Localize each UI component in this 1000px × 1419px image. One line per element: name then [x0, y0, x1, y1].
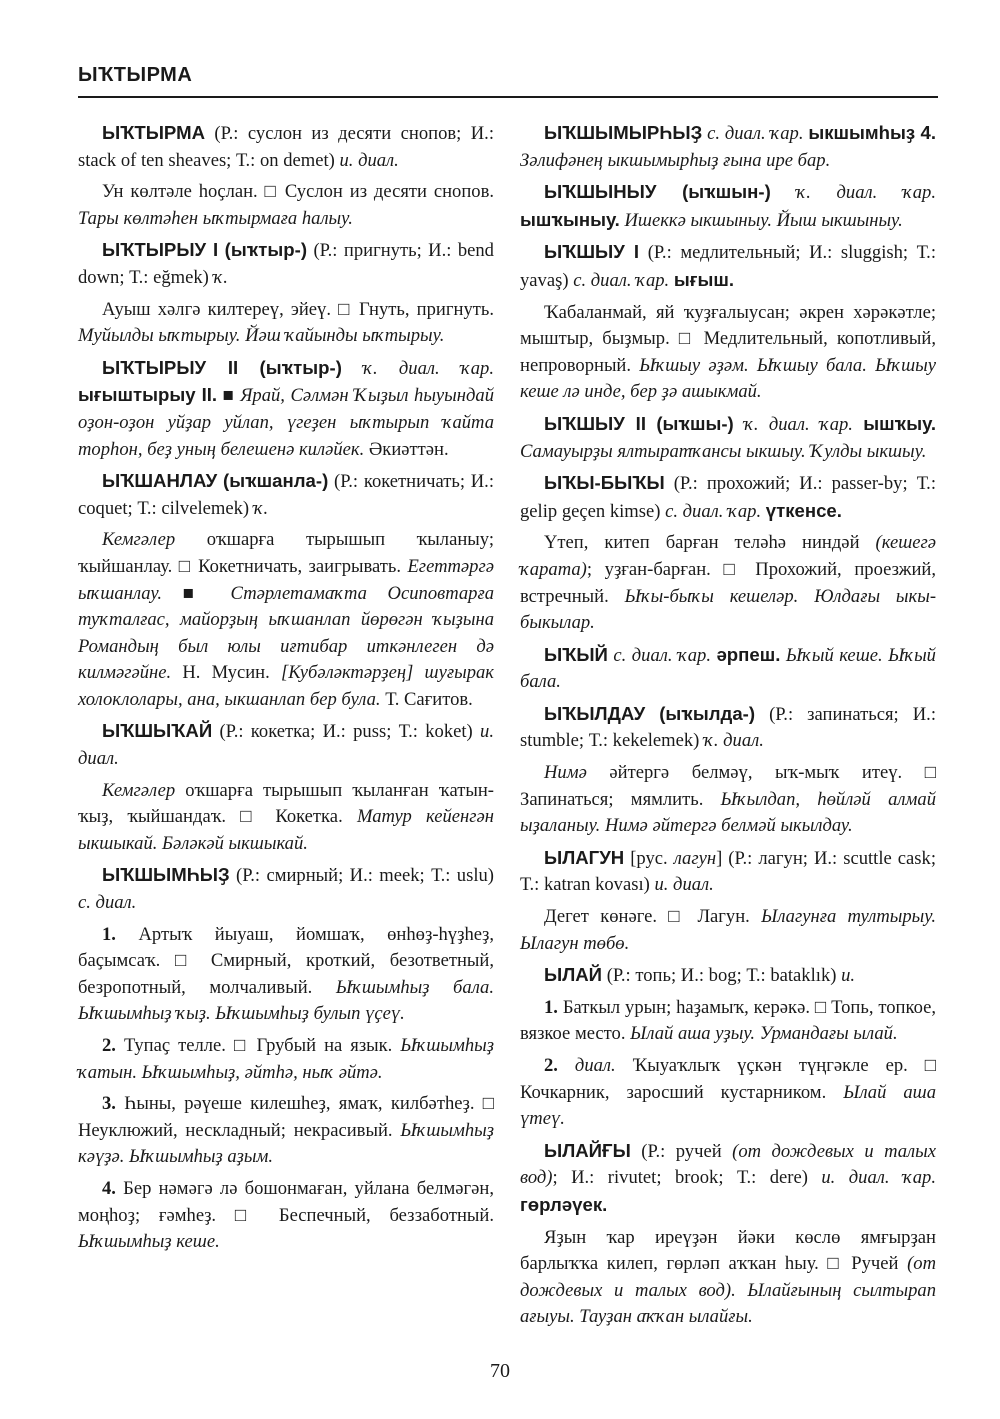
entry-paragraph: [520, 962, 936, 990]
italic-text: Зәлифәнең ыкшымырһыҙ ғына ире бар.: [520, 149, 831, 171]
page-number: 70: [490, 1360, 510, 1382]
italic-text: ҡ. диал. ҡар.: [363, 357, 494, 379]
headword: ЫҠТЫРЫУ II: [102, 356, 239, 378]
text-run: [771, 182, 797, 203]
text-run: Яҙын ҡар иреүҙән йәки көслө ямғырҙан барлыҡҡа килеп, гөрләп аҡҡан һыу. □ Ручей: [520, 1226, 936, 1275]
bold-reference: (ыҡшын-): [682, 181, 771, 203]
italic-text: и. диал.: [78, 721, 494, 770]
italic-text: Кемгәлер: [102, 529, 176, 551]
text-run: Бер нәмәгә лә бошонмаған, уйлана белмәгән, моңһоҙ; ғәмһеҙ. □ Беспечный, беззаботный.: [78, 1177, 494, 1226]
text-run: әйтергә белмәү, ыҡ-мыҡ итеү. □ Запинаться; мямлить.: [520, 762, 936, 810]
italic-text: Ыҡшымһыҙ кәүҙә. Ыҡшымһыҙ аҙым.: [78, 1119, 494, 1168]
bold-reference: (ыҡшанла-): [223, 470, 329, 492]
text-run: Артыҡ йыуаш, йомшаҡ, өнһөҙ-һүҙһеҙ, баҫымсаҡ. □ Смирный, кроткий, безответный, безропотный, молчаливый.: [78, 923, 494, 998]
entry-paragraph: [78, 922, 494, 1028]
text-run: [238, 358, 259, 379]
italic-text: ҡ. диал. ҡар.: [744, 413, 853, 435]
italic-text: Ыҡы-быҡы кешеләр. Юлдағы ыкы-быкылар.: [520, 585, 937, 634]
entry-paragraph: [520, 179, 936, 234]
headword: ЫЛАГУН: [544, 846, 625, 868]
text-run: [656, 182, 682, 203]
entry-paragraph: [520, 701, 936, 755]
headword: ЫҠШЫҠАЙ: [102, 720, 213, 742]
bold-reference: ыкшымһыҙ 4.: [808, 122, 936, 143]
entry-paragraph: [520, 239, 936, 294]
headword: ЫҠШАНЛАУ: [102, 470, 218, 492]
entry-paragraph: [520, 904, 936, 957]
entry-paragraph: [78, 237, 494, 291]
text-run: ] (Р.: лагун; И.: scuttle cask; Т.: katran kovası): [520, 847, 936, 896]
italic-text: Тары көлтәһен ыҡтырмаға һалыу.: [78, 207, 353, 229]
italic-text: Муйылды ыҡтырыу. Йәш ҡайынды ыҡтырыу.: [78, 325, 445, 347]
entry-paragraph: [78, 718, 494, 772]
italic-text: Ыҡшымһыҙ кеше.: [78, 1231, 220, 1253]
entry-paragraph: [520, 1225, 936, 1331]
entry-paragraph: [78, 527, 494, 713]
headword: ЫЛАЙ: [544, 964, 603, 986]
headword: ЫҠШЫУ II: [544, 412, 646, 434]
italic-text: Ыҡый кеше. Ыҡый бала.: [520, 644, 936, 693]
text-run: [734, 414, 744, 435]
italic-text: с. диал. ҡар.: [573, 269, 670, 291]
italic-text: Ылай аша уҙыу. Урмандағы ылай.: [630, 1023, 898, 1045]
text-run: Ҡабаланмай, яй ҡуҙғалыусан; әкрен хәрәкәтле; мыштыр, быҙмыр. □ Медлительный, копотливый, непроворный.: [520, 301, 936, 376]
headword: ЫҠТЫРЫУ I: [102, 239, 219, 261]
entry-paragraph: [520, 642, 936, 696]
entry-paragraph: [520, 120, 936, 174]
text-run: (Р.: топь; И.: bog; Т.: bataklık): [602, 965, 842, 987]
text-run: [342, 358, 363, 379]
italic-text: Ыҡылдап, һөйләй алмай ыҙаланыу. Нимә әйтергә белмәй ыкылдау.: [520, 788, 936, 837]
text-run: Дегет көнәге. □ Лагун.: [544, 906, 762, 928]
italic-text: с. диал. ҡар.: [613, 644, 711, 666]
italic-text: Ыҡшымһыҙ ҡатын. Ыҡшымһыҙ, әйтһә, ныҡ әйтә.: [78, 1035, 494, 1083]
italic-text: (кешегә ҡарата): [520, 532, 936, 580]
sense-number: 4.: [102, 1177, 116, 1199]
bold-reference: үткенсе.: [765, 499, 842, 521]
headword: ЫҠЫ-БЫҠЫ: [544, 472, 665, 494]
headword: ЫҠШЫНЫУ: [544, 181, 657, 203]
italic-text: ҡ.: [253, 497, 269, 519]
text-run: (Р.: смирный; И.: meek; Т.: uslu): [229, 865, 494, 887]
italic-text: Кемгәлер: [102, 779, 176, 801]
headword: ЫҠШЫУ I: [544, 241, 640, 263]
bold-reference: ығыштырыу II.: [78, 384, 218, 406]
text-run: (Р.: прохожий; И.: passer-by; Т.: gelip geçen kimse): [520, 473, 936, 522]
entry-paragraph: [520, 300, 936, 406]
entry-paragraph: [520, 760, 936, 840]
text-run: Баткыл урын; һаҙамыҡ, керәкә. □ Топь, топкое, вязкое место.: [520, 996, 936, 1045]
italic-text: Самауырҙы ялтыратҡансы ыкшыу. Ҡулды ыкшыу.: [520, 440, 927, 462]
bold-reference: (ыҡшы-): [656, 412, 734, 434]
text-run: Ауыш хәлгә килтереү, эйеү. □ Гнуть, пригнуть.: [102, 298, 494, 320]
text-run: ; И.: rivutet; brook; Т.: dere): [552, 1167, 822, 1189]
bold-reference: ығыш.: [673, 268, 735, 290]
entry-paragraph: [78, 355, 494, 463]
bold-reference: гөрләүек.: [520, 1193, 608, 1215]
text-run: Үтеп, китеп барған теләһә ниндәй: [544, 532, 876, 554]
entry-paragraph: [520, 1138, 936, 1220]
text-run: Әкиәттән.: [364, 438, 449, 460]
italic-text: ҡ.: [213, 266, 228, 288]
entry-paragraph: [520, 845, 936, 899]
italic-text: Ишеккә ыкшыныу. Йыш ыкшыныу.: [624, 209, 903, 231]
text-run: ■: [162, 582, 231, 604]
entry-paragraph: [78, 1091, 494, 1171]
italic-text: ҡ. диал.: [704, 730, 764, 752]
italic-text: и. диал. ҡар.: [821, 1167, 936, 1189]
entry-paragraph: [78, 468, 494, 522]
text-run: оҡшарға тырышып ҡыланыу; ҡыйшанлау. □ Кокетничать, заигрывать.: [78, 529, 494, 577]
bold-reference: (ыҡылда-): [659, 702, 756, 724]
entry-paragraph: [520, 530, 936, 636]
headword: ЫҠШЫМЫРҺЫҘ: [544, 122, 703, 143]
entry-paragraph: [78, 297, 494, 350]
header-rule: [78, 96, 938, 98]
italic-text: с. диал. ҡар.: [707, 123, 804, 144]
text-run: [853, 414, 863, 435]
entry-paragraph: [520, 1053, 936, 1133]
text-run: (Р.: кокетка; И.: puss; Т.: koket): [212, 721, 481, 743]
text-run: Т. Сағитов.: [380, 688, 473, 710]
bold-reference: (ыҡтыр-): [224, 239, 308, 261]
italic-text: Ярай, Сәлмән Ҡыҙыл һыуындай оҙон-оҙон уйҙар уйлап, үгеҙен ыҡтырып ҡайта торһон, беҙ уның белешенә киләйек.: [78, 385, 494, 460]
entry-paragraph: [78, 120, 494, 174]
italic-text: Ылай аша үтеү.: [520, 1081, 937, 1130]
bold-reference: ышҡыу.: [863, 412, 937, 434]
italic-text: Ылагунға тултырыу. Ылагун төбө.: [520, 906, 936, 954]
text-run: Ун көлтәле һоҫлан. □ Суслон из десяти снопов.: [102, 181, 494, 203]
text-run: (Р.: пригнуть; И.: bend down; Т.: eğmek): [78, 240, 494, 288]
italic-text: (от дождевых и талых вод). Ылайғының сылтырап ағыуы. Тауҙан аҡҡан ылайғы.: [520, 1253, 936, 1328]
headword: ЫҠЫЛДАУ: [544, 702, 646, 724]
text-run: Тупаҫ телле. □ Грубый на язык.: [115, 1035, 401, 1056]
italic-text: Стәрлетамаҡта Осиповтарға туҡталғас, майорҙың ыҡшанлап йөрөгән ҡыҙына Романдың был юлы иғтибар иткәнлеген дә килмәгәйне.: [78, 582, 494, 684]
text-run: [558, 1055, 575, 1076]
text-run: ■: [217, 385, 241, 407]
sense-number: 1.: [102, 923, 116, 945]
italic-text: лагун: [673, 847, 717, 869]
italic-text: диал.: [574, 1055, 616, 1076]
entry-paragraph: [520, 995, 936, 1048]
italic-text: и. диал.: [339, 149, 399, 171]
bold-reference: (ыҡтыр-): [259, 356, 342, 378]
headword: ЫҠЫЙ: [544, 643, 608, 665]
bold-reference: әрпеш.: [716, 643, 781, 665]
text-run: (Р.: медлительный; И.: sluggish; Т.: yavaş): [520, 242, 936, 291]
entry-paragraph: [520, 470, 936, 525]
entry-paragraph: [78, 862, 494, 916]
text-run: (Р.: ручей: [630, 1140, 733, 1162]
italic-text: Матур кейенгән ыкшыкай. Бәләкәй ыкшыкай.: [78, 806, 494, 854]
sense-number: 1.: [544, 996, 558, 1018]
italic-text: (от дождевых и талых вод): [520, 1140, 937, 1189]
right-column: [520, 120, 936, 1336]
text-run: [рус.: [624, 847, 674, 869]
italic-text: Нимә: [544, 762, 587, 784]
italic-text: Ыҡшымһыҙ бала. Ыҡшымһыҙ ҡыҙ. Ыҡшымһыҙ булып үҫеү.: [78, 976, 494, 1025]
italic-text: Ыҡшыу әҙәм. Ыҡшыу бала. Ыҡшыу кеше лә инде, бер ҙә ашыкмай.: [520, 354, 936, 403]
italic-text: и. диал.: [654, 874, 714, 896]
text-run: [646, 414, 656, 435]
italic-text: и.: [841, 965, 856, 987]
left-column: [78, 120, 494, 1261]
entry-paragraph: [78, 179, 494, 232]
entry-paragraph: [520, 411, 936, 465]
italic-text: [Кубәләктәрҙең] шуғырак холоклолары, ана, ыкшанлап бер була.: [78, 662, 494, 710]
text-run: ; уҙған-барған. □ Прохожий, проезжий, встречный.: [520, 558, 936, 607]
text-run: [645, 704, 659, 725]
sense-number: 2.: [544, 1055, 558, 1076]
italic-text: ҡ. диал. ҡар.: [796, 182, 936, 204]
sense-number: 2.: [102, 1035, 116, 1056]
text-run: (Р.: кокетничать; И.: coquet; Т.: cilvelemek): [78, 471, 494, 519]
italic-text: с. диал.: [78, 892, 137, 914]
text-run: Н. Мусин.: [171, 662, 281, 684]
italic-text: Егеттәргә ыҡшанлау.: [78, 555, 494, 604]
text-run: (Р.: запинаться; И.: stumble; Т.: kekelemek): [520, 703, 936, 752]
text-run: (Р.: суслон из десяти снопов; И.: stack of ten sheaves; Т.: on demet): [78, 123, 494, 171]
entry-paragraph: [78, 1033, 494, 1086]
italic-text: с. диал. ҡар.: [665, 500, 762, 522]
text-run: Ҡыуаҡлыҡ үҫкән түңгәкле ер. □ Кочкарник, заросший кустарником.: [520, 1055, 936, 1103]
text-run: оҡшарға тырышып ҡыланған ҡатын-ҡыҙ, ҡыйшандаҡ. □ Кокетка.: [78, 779, 494, 828]
sense-number: 3.: [102, 1093, 116, 1115]
entry-paragraph: [78, 1176, 494, 1256]
bold-reference: ышҡыныу.: [520, 208, 620, 230]
entry-paragraph: [78, 778, 494, 858]
headword: ЫҠШЫМҺЫҘ: [102, 864, 230, 886]
running-head: ЫҠТЫРМА: [78, 64, 193, 86]
headword: ЫҠТЫРМА: [102, 122, 205, 143]
headword: ЫЛАЙҒЫ: [544, 1139, 631, 1161]
text-run: Һыны, рәүеше килешһеҙ, ямаҡ, килбәтһеҙ. □ Неуклюжий, нескладный; некрасивый.: [78, 1093, 494, 1141]
